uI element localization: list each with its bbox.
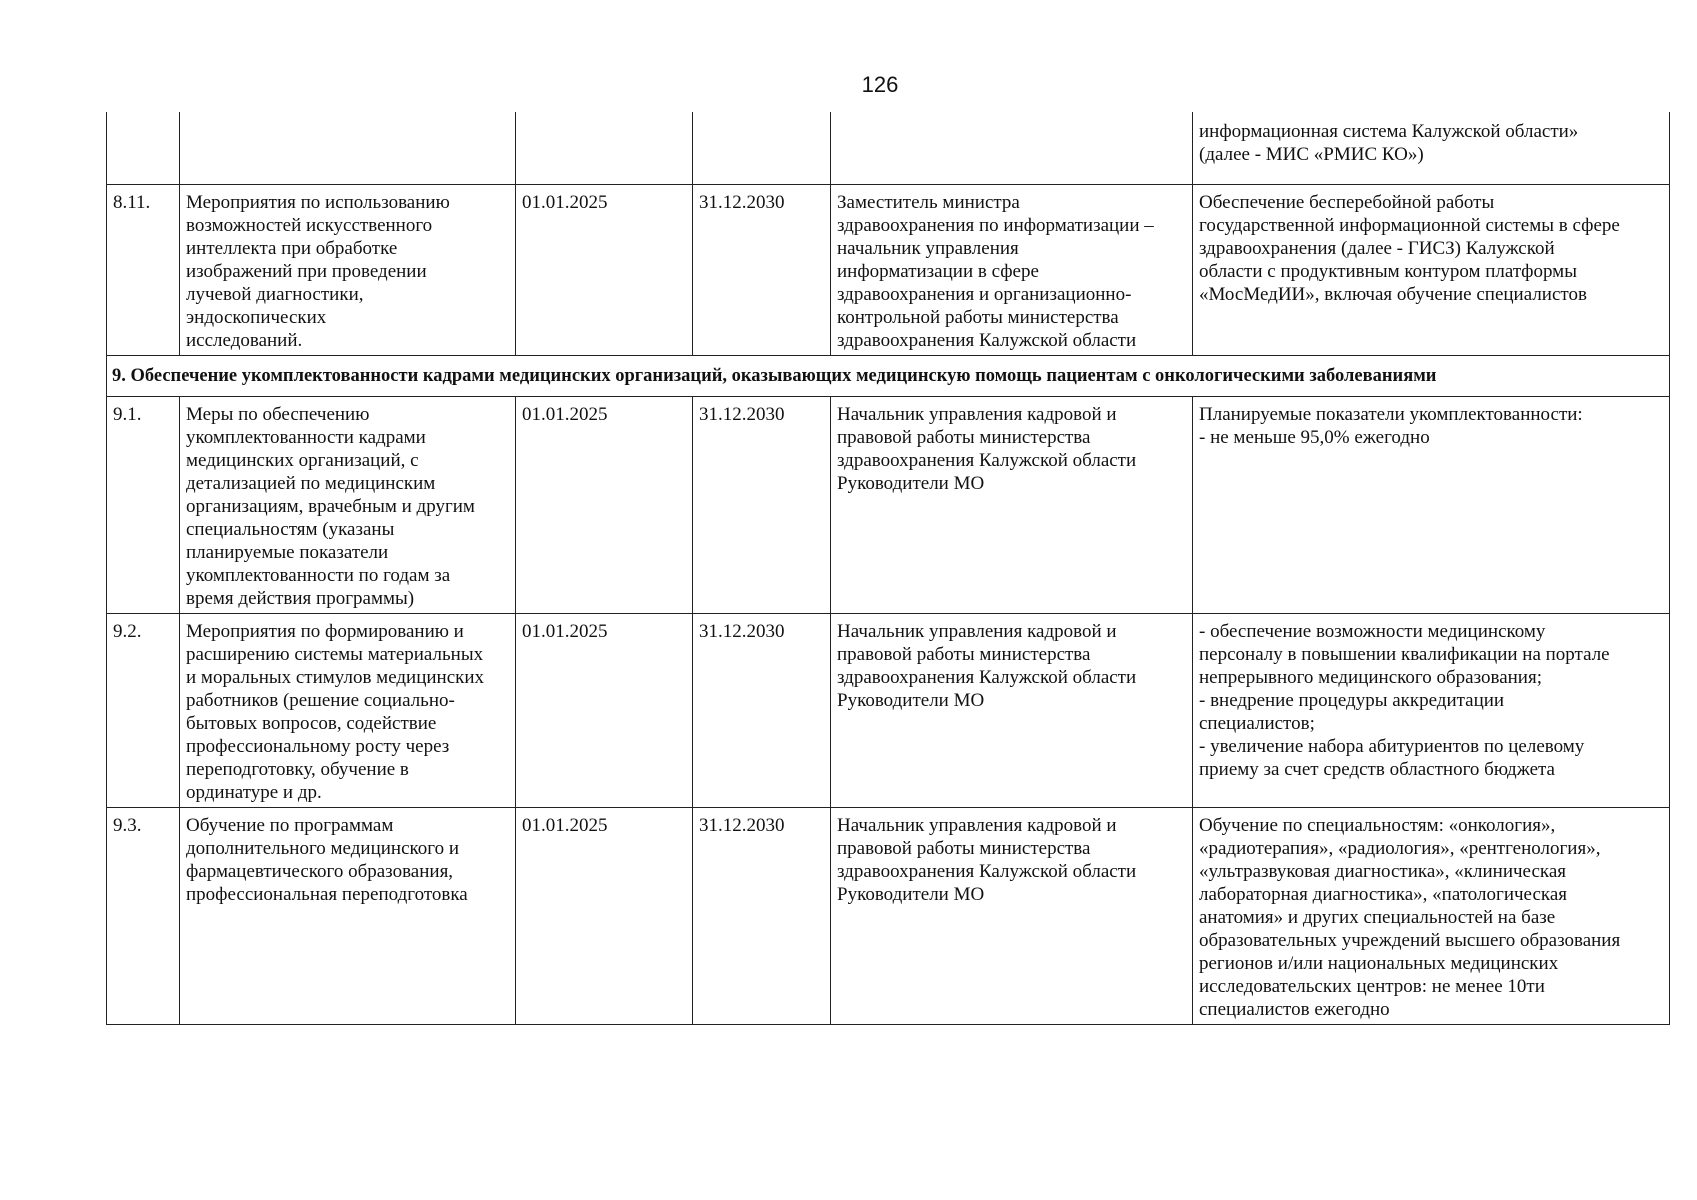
- row-number: 8.11.: [107, 184, 180, 355]
- responsible: Начальник управления кадровой и правовой работы министерства здравоохранения Калужской области Руководители МО: [831, 807, 1193, 1024]
- end-date: [693, 112, 831, 184]
- start-date: 01.01.2025: [516, 396, 693, 613]
- section-title: 9. Обеспечение укомплектованности кадрами медицинских организаций, оказывающих медицинскую помощь пациентам с онкологическими заболеваниями: [107, 355, 1670, 396]
- end-date: 31.12.2030: [693, 807, 831, 1024]
- measure-name: [180, 112, 516, 184]
- start-date: 01.01.2025: [516, 613, 693, 807]
- responsible: Заместитель министра здравоохранения по информатизации – начальник управления информатизации в сфере здравоохранения и организационно- контрольной работы министерства здравоохранения Калужской области: [831, 184, 1193, 355]
- end-date: 31.12.2030: [693, 184, 831, 355]
- table-row: [107, 613, 1670, 807]
- measure-name: Меры по обеспечению укомплектованности кадрами медицинских организаций, с детализацией по медицинским организациям, врачебным и другим специальностям (указаны планируемые показатели укомплектованности по годам за время действия программы): [180, 396, 516, 613]
- table-row-continuation: [107, 112, 1670, 184]
- section-row: [107, 355, 1670, 396]
- row-number: [107, 112, 180, 184]
- page-number: 126: [861, 72, 899, 97]
- measure-name: Мероприятия по формированию и расширению системы материальных и моральных стимулов медицинских работников (решение социально- бытовых вопросов, содействие профессиональному росту через переподготовку, обучение в ординатуре и др.: [180, 613, 516, 807]
- result: Обучение по специальностям: «онкология», «радиотерапия», «радиология», «рентгенология», «ультразвуковая диагностика», «клиническая лабораторная диагностика», «патологическая анатомия» и других специальностей на базе образовательных учреждений высшего образования регионов и/или национальных медицинских исследовательских центров: не менее 10ти специалистов ежегодно: [1193, 807, 1670, 1024]
- responsible: Начальник управления кадровой и правовой работы министерства здравоохранения Калужской области Руководители МО: [831, 396, 1193, 613]
- result: - обеспечение возможности медицинскому персоналу в повышении квалификации на портале непрерывного медицинского образования; - внедрение процедуры аккредитации специалистов; - увеличение набора абитуриентов по целевому приему за счет средств областного бюджета: [1193, 613, 1670, 807]
- start-date: 01.01.2025: [516, 807, 693, 1024]
- measure-name: Мероприятия по использованию возможностей искусственного интеллекта при обработке изображений при проведении лучевой диагностики, эндоскопических исследований.: [180, 184, 516, 355]
- table-row: [107, 396, 1670, 613]
- table-row: [107, 184, 1670, 355]
- end-date: 31.12.2030: [693, 613, 831, 807]
- result: Планируемые показатели укомплектованности: - не меньше 95,0% ежегодно: [1193, 396, 1670, 613]
- result: информационная система Калужской области» (далее - МИС «РМИС КО»): [1193, 112, 1670, 184]
- end-date: 31.12.2030: [693, 396, 831, 613]
- row-number: 9.2.: [107, 613, 180, 807]
- responsible: [831, 112, 1193, 184]
- row-number: 9.3.: [107, 807, 180, 1024]
- measure-name: Обучение по программам дополнительного медицинского и фармацевтического образования, профессиональная переподготовка: [180, 807, 516, 1024]
- start-date: [516, 112, 693, 184]
- measures-table: [106, 112, 1670, 1025]
- start-date: 01.01.2025: [516, 184, 693, 355]
- table-row: [107, 807, 1670, 1024]
- responsible: Начальник управления кадровой и правовой работы министерства здравоохранения Калужской области Руководители МО: [831, 613, 1193, 807]
- row-number: 9.1.: [107, 396, 180, 613]
- result: Обеспечение бесперебойной работы государственной информационной системы в сфере здравоохранения (далее - ГИСЗ) Калужской области с продуктивным контуром платформы «МосМедИИ», включая обучение специалистов: [1193, 184, 1670, 355]
